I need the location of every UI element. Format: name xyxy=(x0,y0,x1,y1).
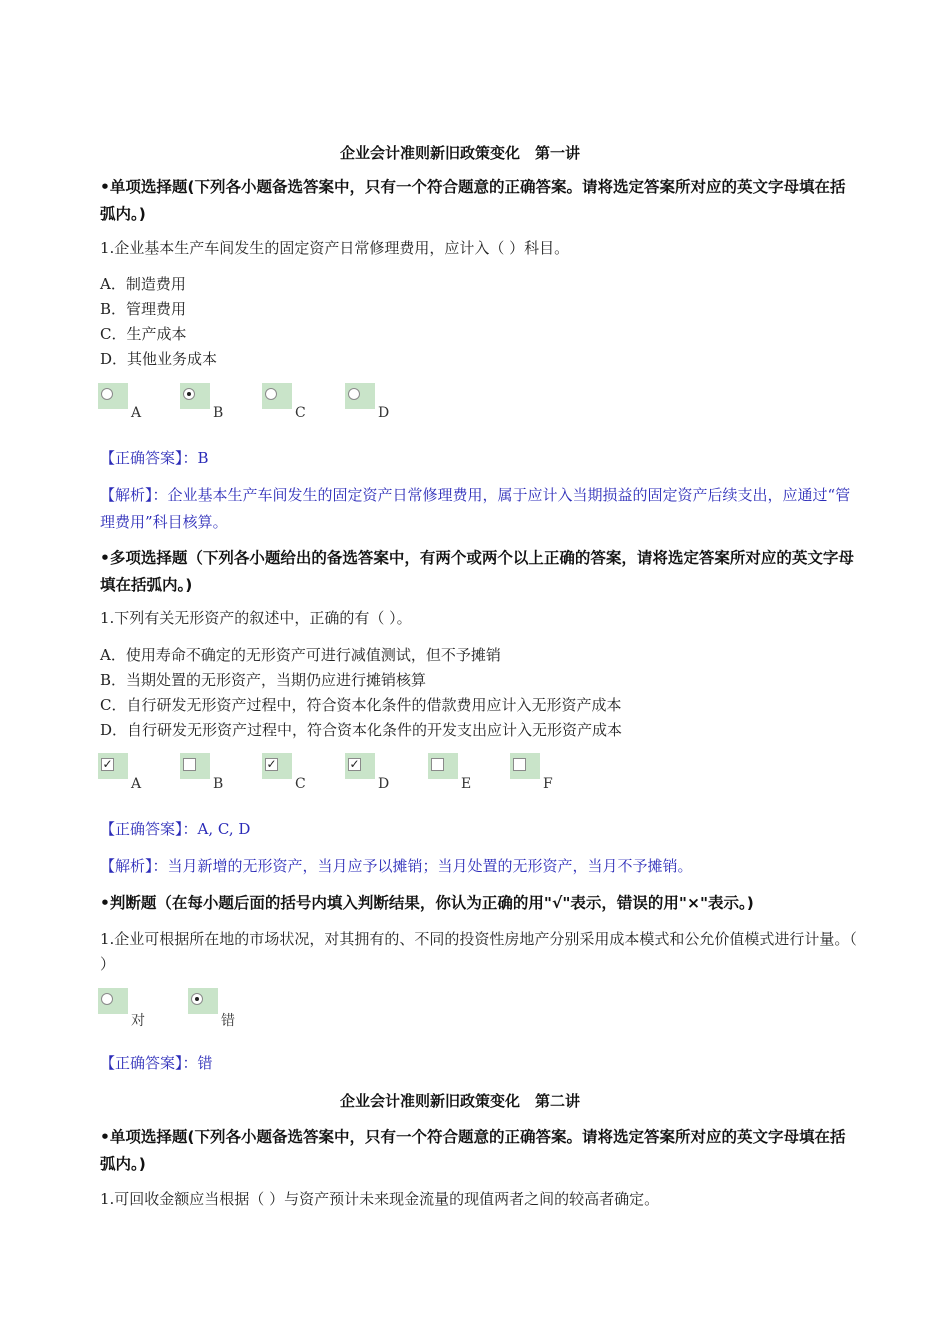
single-question: 1.企业基本生产车间发生的固定资产日常修理费用，应计入（ ）科目。 xyxy=(100,239,570,257)
multi-answer xyxy=(100,816,250,843)
single-radio-d-label: D xyxy=(378,405,390,421)
judge-header: •判断题（在每小题后面的括号内填入判断结果，你认为正确的用"√"表示，错误的用"×"表示。) xyxy=(100,894,754,912)
radio-icon xyxy=(101,993,113,1005)
multi-checkbox-b-label: B xyxy=(213,776,224,792)
lecture2-title: 企业会计准则新旧政策变化 第二讲 xyxy=(340,1092,581,1110)
single-radio-a[interactable] xyxy=(98,383,128,409)
answer-value: A, C, D xyxy=(197,820,251,838)
multi-checkbox-c-label: C xyxy=(295,776,306,792)
multi-checkbox-d-label: D xyxy=(378,776,390,792)
radio-selected-icon xyxy=(183,388,195,400)
single-option-d: D．其他业务成本 xyxy=(100,350,218,368)
answer-value: B xyxy=(197,449,209,467)
multi-option-c: C．自行研发无形资产过程中，符合资本化条件的借款费用应计入无形资产成本 xyxy=(100,696,622,714)
single-answer xyxy=(100,445,209,472)
multi-checkbox-b[interactable] xyxy=(180,753,210,779)
multi-checkbox-f[interactable] xyxy=(510,753,540,779)
answer-value: 错 xyxy=(197,1054,213,1072)
checkbox-checked-icon: ✓ xyxy=(266,757,277,771)
single-radio-b-label: B xyxy=(213,405,224,421)
multi-analysis xyxy=(100,853,693,880)
judge-question: 1.企业可根据所在地的市场状况，对其拥有的、不同的投资性房地产分别采用成本模式和公允价值模式进行计量。（ ） xyxy=(100,930,857,973)
analysis-text: 当月新增的无形资产，当月应予以摊销；当月处置的无形资产，当月不予摊销。 xyxy=(167,857,693,875)
checkbox-checked-icon: ✓ xyxy=(102,757,113,771)
single-option-c: C．生产成本 xyxy=(100,325,187,343)
checkbox-icon xyxy=(513,758,526,771)
single-radio-a-label: A xyxy=(131,405,142,421)
radio-selected-icon xyxy=(191,993,203,1005)
single-option-a: A．制造费用 xyxy=(100,275,186,293)
multi-checkbox-e[interactable] xyxy=(428,753,458,779)
single-radio-c[interactable] xyxy=(262,383,292,409)
single-radio-c-label: C xyxy=(295,405,306,421)
answer-label: 【正确答案】： xyxy=(100,1054,198,1072)
radio-icon xyxy=(101,388,113,400)
analysis-text: 企业基本生产车间发生的固定资产日常修理费用，属于应计入当期损益的固定资产后续支出，应通过“管理费用”科目核算。 xyxy=(100,486,851,531)
judge-radio-true[interactable] xyxy=(98,988,128,1014)
single-analysis xyxy=(100,482,860,536)
lecture2-single-header: •单项选择题(下列各小题备选答案中，只有一个符合题意的正确答案。请将选定答案所对应的英文字母填在括弧内。) xyxy=(100,1128,846,1173)
single-radio-d[interactable] xyxy=(345,383,375,409)
multi-checkbox-c[interactable] xyxy=(262,753,292,779)
checkbox-icon xyxy=(431,758,444,771)
multi-checkbox-f-label: F xyxy=(543,776,553,792)
multi-checkbox-a-label: A xyxy=(131,776,142,792)
radio-icon xyxy=(348,388,360,400)
analysis-label: 【解析】： xyxy=(100,857,168,875)
single-option-b: B．管理费用 xyxy=(100,300,187,318)
multi-option-a: A．使用寿命不确定的无形资产可进行减值测试，但不予摊销 xyxy=(100,646,501,664)
multi-question: 1.下列有关无形资产的叙述中，正确的有（ ）。 xyxy=(100,609,412,627)
judge-radio-true-label: 对 xyxy=(131,1013,145,1029)
judge-radio-false[interactable] xyxy=(188,988,218,1014)
radio-icon xyxy=(265,388,277,400)
multi-option-d: D．自行研发无形资产过程中，符合资本化条件的开发支出应计入无形资产成本 xyxy=(100,721,623,739)
checkbox-checked-icon: ✓ xyxy=(349,757,360,771)
multi-checkbox-a[interactable] xyxy=(98,753,128,779)
multi-choice-header: •多项选择题（下列各小题给出的备选答案中，有两个或两个以上正确的答案，请将选定答案所对应的英文字母填在括弧内。) xyxy=(100,549,854,594)
lecture1-title: 企业会计准则新旧政策变化 第一讲 xyxy=(340,144,581,162)
multi-option-b: B．当期处置的无形资产，当期仍应进行摊销核算 xyxy=(100,671,427,689)
analysis-label: 【解析】： xyxy=(100,486,168,504)
multi-checkbox-e-label: E xyxy=(461,776,472,792)
answer-label: 【正确答案】： xyxy=(100,820,198,838)
single-radio-b[interactable] xyxy=(180,383,210,409)
checkbox-icon xyxy=(183,758,196,771)
single-choice-header: •单项选择题(下列各小题备选答案中，只有一个符合题意的正确答案。请将选定答案所对应的英文字母填在括弧内。) xyxy=(100,178,846,223)
lecture2-single-question: 1.可回收金额应当根据（ ）与资产预计未来现金流量的现值两者之间的较高者确定。 xyxy=(100,1190,660,1208)
multi-checkbox-d[interactable] xyxy=(345,753,375,779)
judge-radio-false-label: 错 xyxy=(221,1013,235,1029)
judge-answer xyxy=(100,1050,213,1077)
answer-label: 【正确答案】： xyxy=(100,449,198,467)
